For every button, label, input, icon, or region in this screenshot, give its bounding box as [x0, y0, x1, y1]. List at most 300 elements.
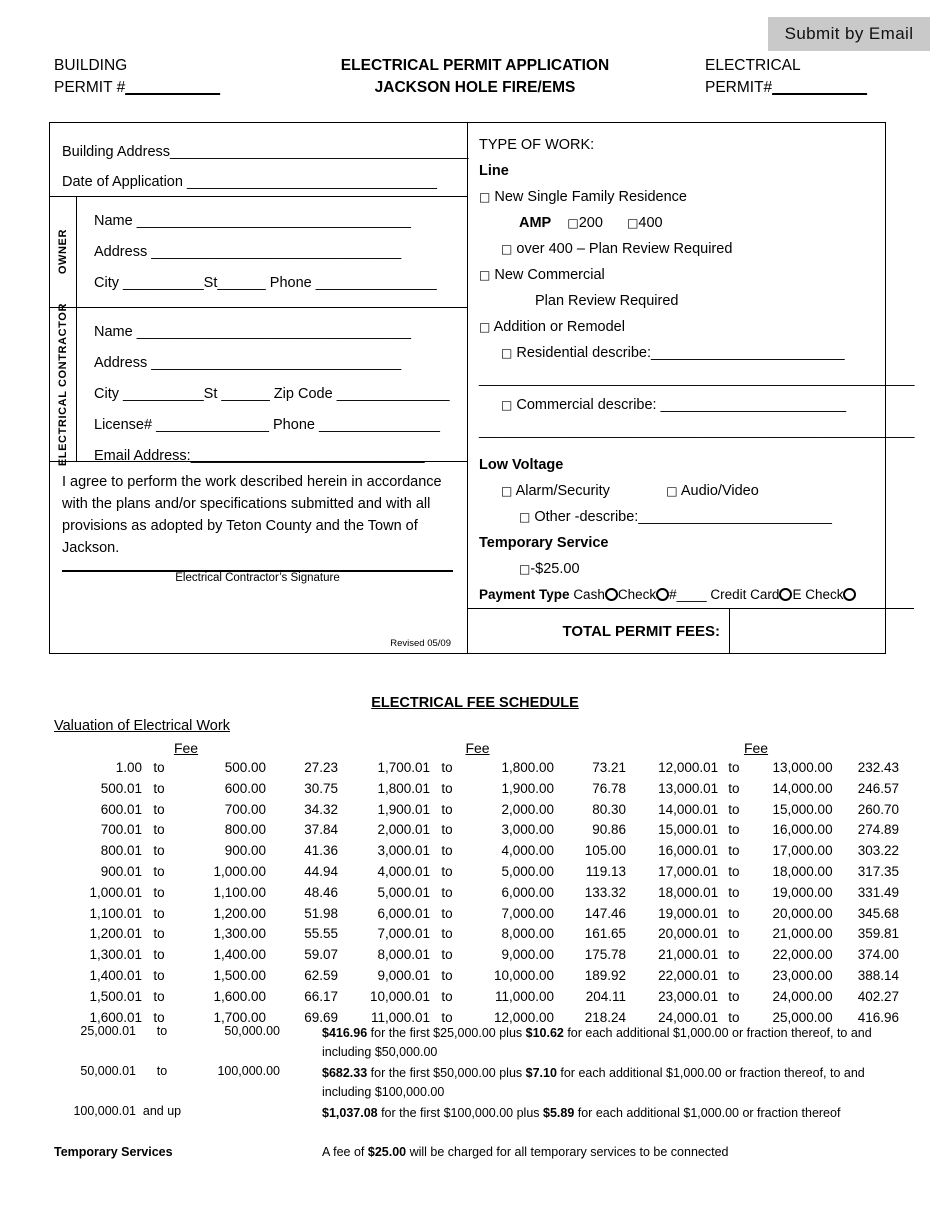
- bracket-description: [280, 1064, 899, 1101]
- payment-cash-radio[interactable]: [605, 588, 618, 601]
- fee-amount: 69.69: [304, 1009, 338, 1025]
- bracket-rate: $7.10: [525, 1066, 557, 1080]
- owner-section-label: OWNER: [57, 229, 69, 275]
- fee-amount: 374.00: [857, 947, 899, 963]
- fee-schedule-row: [637, 841, 899, 862]
- fee-range-to: to: [153, 843, 165, 859]
- date-of-application-blank: _______________________________: [186, 174, 437, 190]
- bracket-base-fee: $682.33: [322, 1066, 368, 1080]
- total-permit-fees-value[interactable]: [730, 609, 914, 653]
- fee-range-low: 4,000.01: [377, 863, 430, 879]
- fee-range-low: 18,000.01: [658, 884, 719, 900]
- fee-range-high: 6,000.00: [501, 884, 554, 900]
- commercial-describe-label: Commercial describe:: [516, 397, 661, 413]
- fee-range-to: to: [153, 988, 165, 1004]
- contractor-fields: [77, 308, 467, 464]
- contractor-zip-blank: ______________: [336, 386, 450, 402]
- fee-amount: 62.59: [304, 967, 338, 983]
- fee-schedule-row: [637, 800, 899, 821]
- residential-describe-blank-line2[interactable]: ______________________________________________________: [479, 371, 915, 387]
- bracket-mid-text: for the first $50,000.00 plus: [367, 1066, 526, 1080]
- fee-range-low: 23,000.01: [658, 988, 719, 1004]
- other-describe-row[interactable]: [479, 504, 914, 530]
- payment-e-check-label: E Check: [792, 587, 844, 602]
- fee-amount: 30.75: [304, 780, 338, 796]
- fee-range-low: 8,000.01: [377, 947, 430, 963]
- fee-range-low: 1,800.01: [377, 780, 430, 796]
- fee-amount: 246.57: [857, 780, 899, 796]
- submit-by-email-label: Submit by Email: [784, 24, 914, 43]
- fee-range-to: to: [728, 760, 740, 775]
- bracket-to: and up: [142, 1104, 182, 1118]
- fee-schedule-row: [54, 820, 342, 841]
- fee-range-low: 15,000.01: [658, 822, 719, 838]
- fee-range-low: 13,000.01: [658, 780, 719, 796]
- fee-amount: 402.27: [857, 988, 899, 1004]
- fee-range-low: 1.00: [115, 760, 142, 775]
- fee-column-3-rows: [637, 758, 899, 1028]
- payment-cash-label: Cash: [573, 587, 605, 602]
- fee-range-high: 19,000.00: [772, 884, 833, 900]
- fee-range-high: 23,000.00: [772, 967, 833, 983]
- fee-range-high: 9,000.00: [501, 947, 554, 963]
- fee-range-to: to: [441, 947, 453, 963]
- fee-column-2-header: [342, 738, 637, 758]
- payment-e-check-radio[interactable]: [843, 588, 856, 601]
- fee-range-high: 4,000.00: [501, 843, 554, 859]
- contractor-email-label: Email Address:: [94, 448, 191, 464]
- owner-phone-blank: _______________: [315, 275, 437, 291]
- fee-header-1: Fee: [173, 740, 199, 756]
- fee-schedule-row: [54, 966, 342, 987]
- fee-amount: 27.23: [304, 760, 338, 775]
- audio-video-checkbox[interactable]: □: [666, 484, 678, 498]
- fee-schedule-subtitle: Valuation of Electrical Work: [54, 718, 230, 734]
- fee-column-3-header: [637, 738, 899, 758]
- temporary-services-row: [54, 1145, 899, 1159]
- fee-schedule-row: [54, 945, 342, 966]
- fee-range-low: 20,000.01: [658, 926, 719, 942]
- fee-amount: 119.13: [585, 863, 626, 879]
- bracket-tail-text: for each additional $1,000.00 or fraction thereof, to and including $100,000.00: [322, 1066, 865, 1099]
- owner-section: [50, 197, 467, 308]
- fee-range-high: 20,000.00: [772, 905, 833, 921]
- fee-range-low: 14,000.01: [658, 801, 719, 817]
- fee-schedule-row: [342, 945, 637, 966]
- fee-range-high: 17,000.00: [772, 843, 833, 859]
- fee-range-to: to: [441, 884, 453, 900]
- addition-remodel-checkbox[interactable]: □: [479, 320, 491, 334]
- fee-range-high: 12,000.00: [493, 1009, 554, 1025]
- fee-range-low: 11,000.01: [370, 1009, 430, 1025]
- contractor-address-blank: _______________________________: [151, 355, 402, 371]
- contractor-name-label: Name: [94, 324, 137, 340]
- temporary-service-heading: Temporary Service: [479, 535, 609, 551]
- fee-amount: 331.49: [857, 884, 899, 900]
- fee-range-to: to: [441, 843, 453, 859]
- contractor-section-label-cell: [50, 302, 77, 467]
- over-400-option[interactable]: [479, 236, 914, 262]
- building-label: BUILDING: [54, 57, 128, 74]
- type-of-work-block: [468, 123, 914, 609]
- other-describe-label: Other -describe:: [534, 509, 639, 525]
- owner-address-blank: _______________________________: [151, 244, 402, 260]
- payment-type-label: Payment Type: [479, 587, 570, 602]
- fee-amount: 175.78: [584, 947, 626, 963]
- fee-range-high: 1,300.00: [213, 926, 266, 942]
- fee-bracket-row: [54, 1064, 899, 1101]
- bracket-base-fee: $1,037.08: [322, 1106, 378, 1120]
- fee-amount: 359.81: [857, 926, 899, 942]
- fee-schedule-row: [342, 966, 637, 987]
- low-voltage-heading: Low Voltage: [479, 457, 564, 473]
- bracket-high: 100,000.00: [217, 1064, 280, 1078]
- fee-range-high: 10,000.00: [493, 967, 554, 983]
- temporary-service-amount-row[interactable]: [479, 556, 914, 582]
- fee-column-1-header: [54, 738, 342, 758]
- fee-amount: 204.11: [585, 988, 626, 1004]
- submit-by-email-button[interactable]: [768, 17, 930, 51]
- contractor-state-blank: ______: [221, 386, 270, 402]
- signature-caption: Electrical Contractor’s Signature: [175, 572, 340, 584]
- type-of-work-heading: TYPE OF WORK:: [479, 137, 595, 153]
- fee-range-high: 16,000.00: [772, 822, 833, 838]
- bracket-high: 50,000.00: [224, 1024, 280, 1038]
- electrical-permit-number-label: PERMIT#: [705, 79, 773, 96]
- commercial-describe-checkbox[interactable]: □: [501, 398, 513, 412]
- fee-range-high: 14,000.00: [772, 780, 833, 796]
- fee-amount: 147.46: [584, 905, 626, 921]
- amp-option-row: [479, 210, 914, 236]
- fee-range-low: 1,500.01: [89, 988, 142, 1004]
- contractor-name-row[interactable]: [94, 317, 467, 348]
- contractor-section-label: ELECTRICAL CONTRACTOR: [57, 302, 69, 467]
- fee-range-high: 600.00: [224, 780, 266, 796]
- fee-amount: 189.92: [584, 967, 626, 983]
- amp-400-checkbox[interactable]: □: [627, 216, 639, 230]
- fee-range-low: 9,000.01: [377, 967, 430, 983]
- fee-range-to: to: [728, 863, 740, 879]
- date-of-application-row[interactable]: [62, 167, 467, 197]
- fee-range-low: 700.01: [100, 822, 142, 838]
- fee-schedule-title: ELECTRICAL FEE SCHEDULE: [371, 695, 579, 711]
- fee-column-1-rows: [54, 758, 342, 1028]
- fee-range-to: to: [441, 863, 453, 879]
- electrical-permit-header: [705, 55, 867, 99]
- new-commercial-label: New Commercial: [494, 267, 605, 283]
- fee-range-low: 500.01: [100, 780, 142, 796]
- fee-amount: 416.96: [857, 1009, 899, 1025]
- contractor-zip-label: Zip Code: [269, 386, 337, 402]
- fee-range-to: to: [153, 1009, 165, 1025]
- contractor-address-row[interactable]: [94, 348, 467, 379]
- fee-range-low: 17,000.01: [658, 863, 719, 879]
- fee-range-high: 1,400.00: [213, 947, 266, 963]
- fee-range-to: to: [728, 801, 740, 817]
- fee-range-high: 1,000.00: [213, 863, 266, 879]
- fee-schedule-row: [54, 800, 342, 821]
- fee-range-high: 15,000.00: [772, 801, 833, 817]
- fee-range-to: to: [441, 780, 453, 796]
- fee-range-low: 600.01: [100, 801, 142, 817]
- temporary-services-label: Temporary Services: [54, 1144, 173, 1159]
- fee-range-low: 900.01: [100, 863, 142, 879]
- fee-schedule-row: [342, 862, 637, 883]
- fee-amount: 317.35: [857, 863, 899, 879]
- contractor-phone-label: Phone: [268, 417, 319, 433]
- fee-range-low: 6,000.01: [377, 905, 430, 921]
- fee-range-high: 2,000.00: [501, 801, 554, 817]
- payment-credit-card-label: Credit Card: [710, 587, 780, 602]
- alarm-security-label: Alarm/Security: [515, 483, 610, 499]
- fee-range-low: 3,000.01: [377, 843, 430, 859]
- fee-range-low: 2,000.01: [377, 822, 430, 838]
- fee-range-to: to: [728, 905, 740, 921]
- building-address-label: Building Address: [62, 144, 171, 160]
- fee-schedule-row: [54, 758, 342, 779]
- fee-range-to: to: [153, 967, 165, 983]
- contractor-city-state-zip-row[interactable]: [94, 379, 467, 410]
- fee-range-to: to: [728, 884, 740, 900]
- fee-schedule-row: [342, 987, 637, 1008]
- contractor-address-label: Address: [94, 355, 152, 371]
- fee-range-low: 1,200.01: [89, 926, 142, 942]
- fee-schedule-row: [54, 904, 342, 925]
- fee-range-to: to: [441, 1009, 453, 1025]
- amp-label: AMP: [519, 215, 552, 231]
- owner-city-label: City: [94, 275, 123, 291]
- fee-amount: 80.30: [592, 801, 626, 817]
- fee-range-low: 5,000.01: [377, 884, 430, 900]
- type-of-work-column: [468, 123, 914, 653]
- owner-section-label-cell: [50, 197, 77, 307]
- fee-range-to: to: [728, 926, 740, 942]
- commercial-describe-blank-line2[interactable]: ______________________________________________________: [479, 423, 915, 439]
- fee-column-3: [637, 738, 899, 1028]
- low-voltage-options-row: [479, 478, 914, 504]
- fee-range-to: to: [153, 780, 165, 796]
- fee-range-to: to: [441, 926, 453, 942]
- fee-schedule-row: [637, 966, 899, 987]
- fee-range-to: to: [441, 822, 453, 838]
- residential-describe-checkbox[interactable]: □: [501, 346, 513, 360]
- amp-200-label: 200: [578, 215, 603, 231]
- fee-schedule-row: [54, 862, 342, 883]
- amp-200-checkbox[interactable]: □: [567, 216, 579, 230]
- addition-remodel-option[interactable]: [479, 314, 914, 340]
- new-sfr-checkbox[interactable]: □: [479, 190, 491, 204]
- fee-schedule-row: [342, 883, 637, 904]
- fee-range-high: 5,000.00: [501, 863, 554, 879]
- fee-range-to: to: [153, 947, 165, 963]
- fee-range-to: to: [153, 760, 165, 775]
- fee-schedule-row: [54, 883, 342, 904]
- fee-range-to: to: [728, 1009, 740, 1025]
- fee-schedule-row: [342, 924, 637, 945]
- fee-range-high: 24,000.00: [772, 988, 833, 1004]
- fee-range-low: 1,300.01: [89, 947, 142, 963]
- fee-bracket-row: [54, 1104, 899, 1123]
- form-title-line2: JACKSON HOLE FIRE/EMS: [374, 79, 576, 96]
- fee-range-low: 19,000.01: [658, 905, 719, 921]
- fee-range-low: 800.01: [100, 843, 142, 859]
- fee-amount: 51.98: [304, 905, 338, 921]
- fee-amount: 388.14: [857, 967, 899, 983]
- bracket-to: to: [156, 1064, 168, 1078]
- owner-fields: [77, 197, 467, 307]
- over-400-checkbox[interactable]: □: [501, 242, 513, 256]
- owner-state-blank: ______: [217, 275, 266, 291]
- other-describe-blank: ________________________: [638, 509, 832, 525]
- fee-range-low: 1,600.01: [89, 1009, 142, 1025]
- fee-bracket-notes: [54, 1024, 899, 1159]
- bracket-tail-text: for each additional $1,000.00 or fraction thereof, to and including $50,000.00: [322, 1026, 872, 1059]
- fee-range-to: to: [441, 905, 453, 921]
- building-address-row[interactable]: [62, 137, 467, 167]
- revised-date: Revised 05/09: [390, 638, 451, 649]
- fee-amount: 232.43: [857, 760, 899, 775]
- fee-range-low: 1,100.01: [89, 905, 142, 921]
- fee-range-low: 7,000.01: [377, 926, 430, 942]
- payment-check-label: Check: [617, 587, 657, 602]
- fee-range-high: 11,000.00: [494, 988, 554, 1004]
- electrical-permit-number-field: [705, 77, 867, 99]
- fee-amount: 105.00: [584, 843, 626, 859]
- commercial-describe-row[interactable]: [479, 392, 914, 418]
- fee-amount: 303.22: [857, 843, 899, 859]
- new-commercial-checkbox[interactable]: □: [479, 268, 491, 282]
- owner-name-blank: __________________________________: [136, 213, 411, 229]
- bracket-mid-text: for the first $100,000.00 plus: [377, 1106, 543, 1120]
- owner-address-label: Address: [94, 244, 152, 260]
- owner-phone-label: Phone: [265, 275, 316, 291]
- bracket-tail-text: for each additional $1,000.00 or fraction thereof: [574, 1106, 841, 1120]
- fee-range-high: 21,000.00: [772, 926, 833, 942]
- fee-bracket-row: [54, 1024, 899, 1061]
- fee-range-high: 700.00: [224, 801, 266, 817]
- fee-column-2-rows: [342, 758, 637, 1028]
- fee-range-to: to: [153, 905, 165, 921]
- fee-range-low: 1,400.01: [89, 967, 142, 983]
- electrical-contractor-section: [50, 302, 467, 467]
- building-permit-number-label: PERMIT #: [54, 79, 126, 96]
- new-sfr-label: New Single Family Residence: [494, 189, 687, 205]
- fee-amount: 76.78: [592, 780, 626, 796]
- contractor-name-blank: __________________________________: [136, 324, 411, 340]
- fee-range-to: to: [153, 863, 165, 879]
- fee-range-to: to: [728, 947, 740, 963]
- fee-range-high: 1,700.00: [213, 1009, 266, 1025]
- fee-amount: 37.84: [304, 822, 338, 838]
- fee-amount: 34.32: [304, 801, 338, 817]
- contractor-license-blank: ______________: [156, 417, 269, 433]
- fee-schedule-row: [637, 987, 899, 1008]
- agreement-text: I agree to perform the work described herein in accordance with the plans and/or specifications submitted and with all provisions as adopted by Teton County and the Town of Jackson.: [62, 474, 442, 556]
- fee-range-high: 25,000.00: [772, 1009, 833, 1025]
- fee-range-high: 7,000.00: [501, 905, 554, 921]
- fee-range-high: 1,200.00: [213, 905, 266, 921]
- payment-check-radio[interactable]: [656, 588, 669, 601]
- bracket-low: 100,000.01: [73, 1104, 136, 1118]
- residential-describe-row[interactable]: [479, 340, 914, 366]
- owner-name-row[interactable]: [94, 206, 467, 237]
- fee-range-high: 1,100.00: [213, 884, 266, 900]
- fee-schedule-row: [342, 904, 637, 925]
- fee-range-high: 900.00: [224, 843, 266, 859]
- contractor-license-phone-row[interactable]: [94, 410, 467, 441]
- fee-amount: 44.94: [304, 863, 338, 879]
- fee-amount: 66.17: [304, 988, 338, 1004]
- contractor-city-label: City: [94, 386, 123, 402]
- contractor-license-label: License#: [94, 417, 157, 433]
- fee-amount: 90.86: [592, 822, 626, 838]
- permit-application-form: [49, 122, 915, 654]
- fee-header-3: Fee: [743, 740, 769, 756]
- fee-range-to: to: [728, 843, 740, 859]
- owner-city-state-phone-row[interactable]: [94, 268, 467, 299]
- fee-schedule-grid: [54, 738, 899, 1028]
- payment-credit-card-radio[interactable]: [779, 588, 792, 601]
- fee-schedule-row: [342, 758, 637, 779]
- fee-amount: 59.07: [304, 947, 338, 963]
- fee-amount: 73.21: [592, 760, 626, 775]
- fee-range-high: 1,900.00: [501, 780, 554, 796]
- owner-state-label: St: [203, 275, 218, 291]
- fee-amount: 218.24: [584, 1009, 626, 1025]
- amp-400-label: 400: [638, 215, 663, 231]
- fee-amount: 48.46: [304, 884, 338, 900]
- owner-address-row[interactable]: [94, 237, 467, 268]
- fee-range-low: 24,000.01: [658, 1009, 719, 1025]
- over-400-label: over 400 – Plan Review Required: [516, 241, 733, 257]
- audio-video-label: Audio/Video: [680, 483, 759, 499]
- residential-describe-label: Residential describe:: [516, 345, 651, 361]
- fee-range-to: to: [728, 967, 740, 983]
- plan-review-required-note: Plan Review Required: [535, 293, 679, 309]
- fee-schedule-row: [54, 924, 342, 945]
- alarm-security-checkbox[interactable]: □: [501, 484, 513, 498]
- temporary-service-checkbox[interactable]: □: [519, 562, 531, 576]
- fee-range-high: 1,600.00: [213, 988, 266, 1004]
- fee-range-high: 13,000.00: [772, 760, 833, 775]
- building-permit-number-blank[interactable]: ___________: [125, 79, 221, 96]
- fee-range-low: 22,000.01: [658, 967, 719, 983]
- fee-header-2: Fee: [465, 740, 490, 756]
- fee-schedule-row: [637, 883, 899, 904]
- fee-range-high: 3,000.00: [501, 822, 554, 838]
- electrical-permit-number-blank[interactable]: ___________: [772, 79, 868, 96]
- new-commercial-option[interactable]: [479, 262, 914, 288]
- bracket-description: [280, 1104, 899, 1123]
- fee-schedule-row: [54, 841, 342, 862]
- fee-schedule-row: [342, 779, 637, 800]
- fee-range-high: 800.00: [224, 822, 266, 838]
- building-address-blank: _____________________________________: [170, 144, 469, 160]
- fee-schedule-row: [637, 758, 899, 779]
- other-describe-checkbox[interactable]: □: [519, 510, 531, 524]
- fee-range-low: 1,900.01: [377, 801, 430, 817]
- bracket-rate: $5.89: [543, 1106, 575, 1120]
- contractor-state-label: St: [203, 386, 222, 402]
- electrical-label: ELECTRICAL: [705, 57, 801, 74]
- fee-column-1: [54, 738, 342, 1028]
- fee-amount: 133.32: [584, 884, 626, 900]
- bracket-description: [280, 1024, 899, 1061]
- new-sfr-option[interactable]: [479, 184, 914, 210]
- payment-check-number-blank[interactable]: #____: [669, 587, 707, 602]
- fee-range-to: to: [153, 822, 165, 838]
- fee-amount: 274.89: [857, 822, 899, 838]
